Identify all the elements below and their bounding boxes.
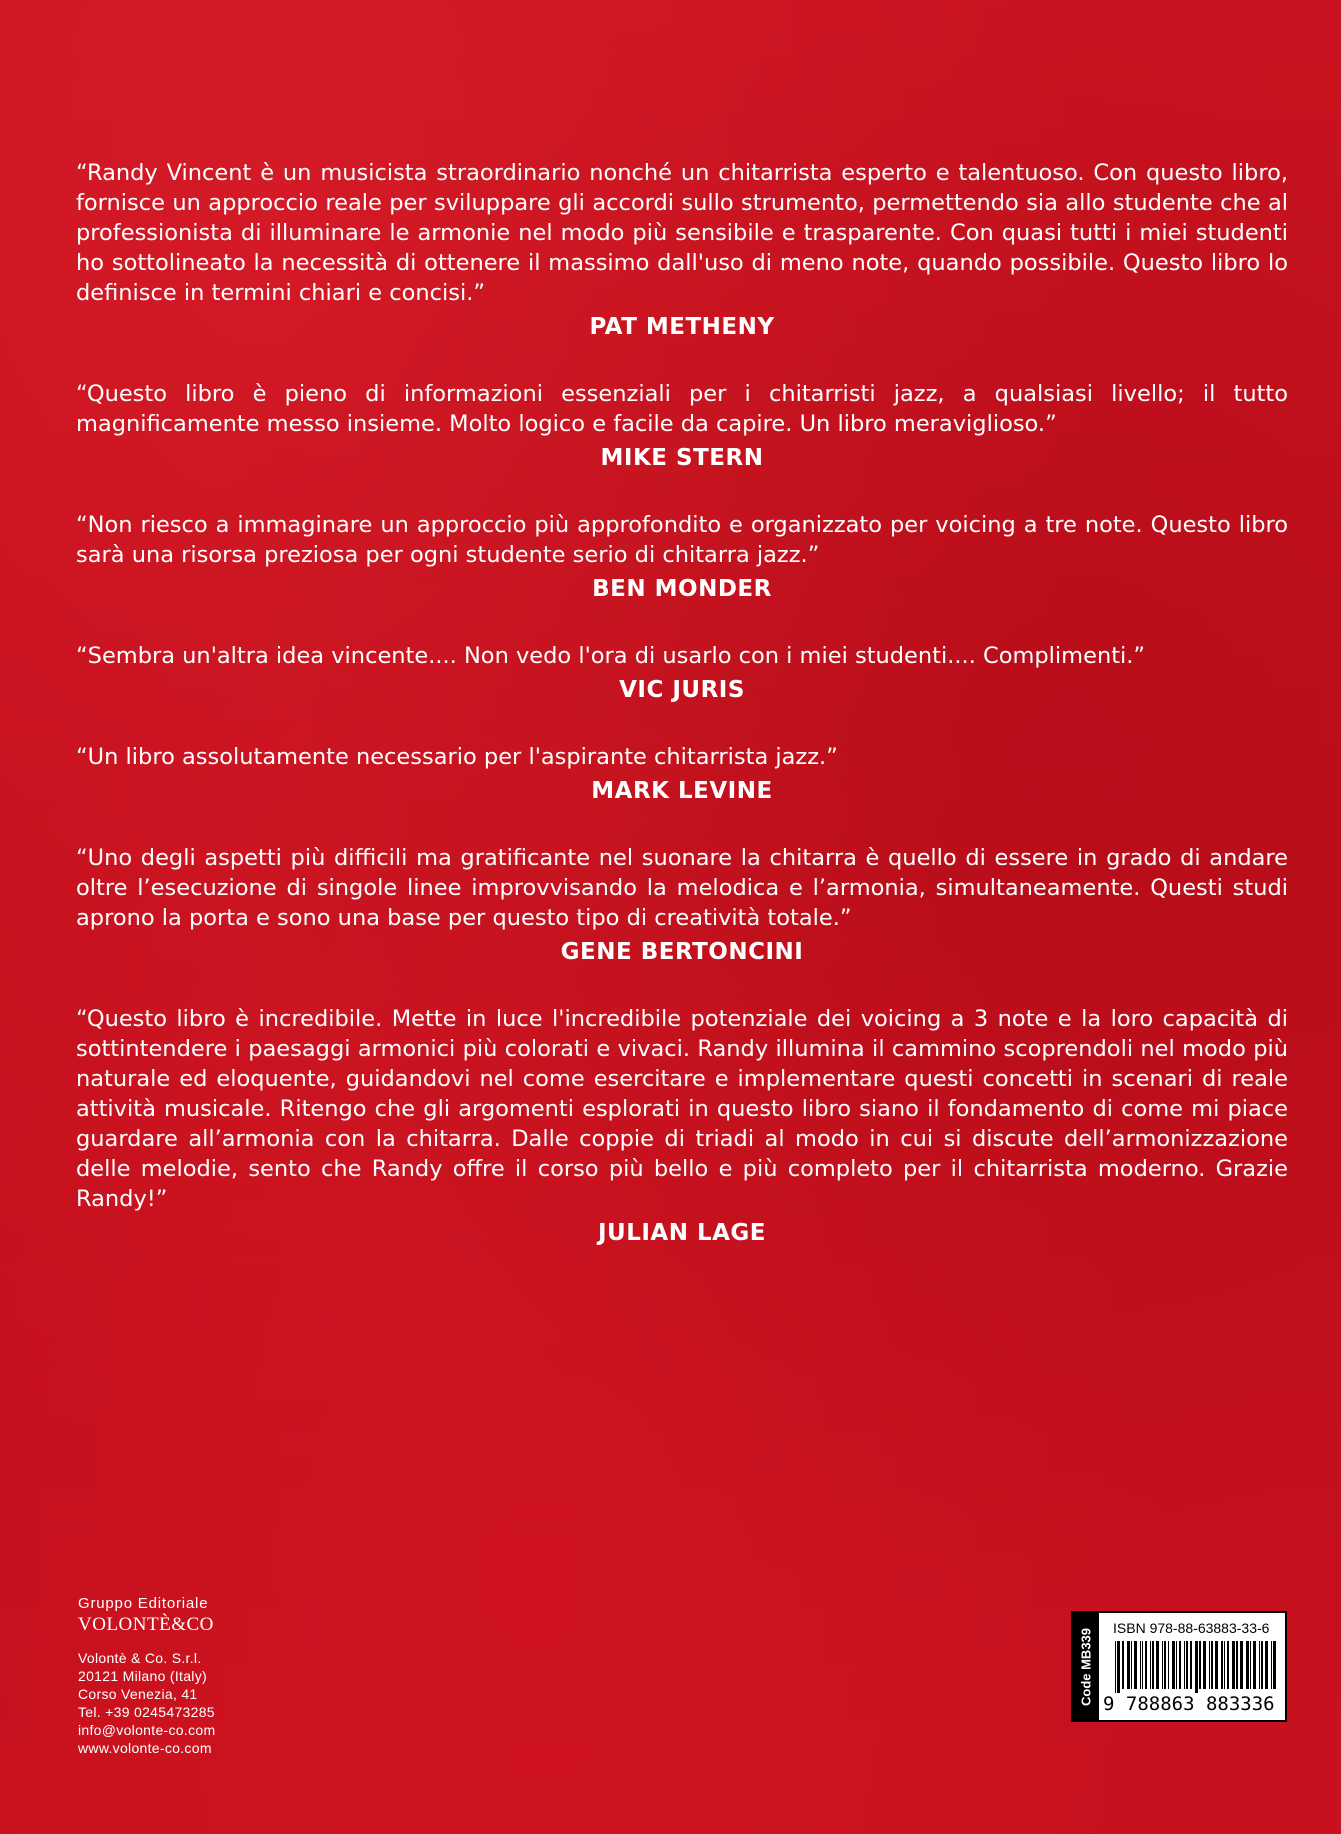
quote-author: JULIAN LAGE: [597, 1220, 767, 1246]
quote-author: BEN MONDER: [592, 576, 772, 602]
quote-block: [76, 510, 1288, 604]
publisher-company: Volontè & Co. S.r.l.: [78, 1650, 202, 1666]
publisher-phone: Tel. +39 0245473285: [78, 1704, 215, 1720]
quote-text: “Questo libro è pieno di informazioni essenziali per i chitarristi jazz, a qualsiasi livello; il tutto magnificamente messo insieme. Molto logico e facile da capire. Un libro meraviglioso.”: [76, 381, 1288, 437]
quote-text: “Un libro assolutamente necessario per l'aspirante chitarrista jazz.”: [76, 744, 838, 770]
quote-block: [76, 742, 1288, 806]
publisher-logo: VOLONTÈ&CO: [78, 1614, 214, 1635]
quote-text: “Questo libro è incredibile. Mette in luce l'incredibile potenziale dei voicing a 3 note e la loro capacità di sottintendere i paesaggi armonici più colorati e vivaci. Randy illumina il cammino scoprendoli nel modo più naturale ed eloquente, guidandovi nel come esercitare e implementare questi concetti in scenari di reale attività musicale. Ritengo che gli argomenti esplorati in questo libro siano il fondamento di come mi piace guardare all’armonia con la chitarra. Dalle coppie di triadi al modo in cui si discute dell’armonizzazione delle melodie, sento che Randy offre il corso più bello e più completo per il chitarrista moderno. Grazie Randy!”: [76, 1006, 1288, 1212]
quote-block: [76, 379, 1288, 473]
publisher-address-city: 20121 Milano (Italy): [78, 1668, 207, 1684]
quote-text: “Non riesco a immaginare un approccio più approfondito e organizzato per voicing a tre note. Questo libro sarà una risorsa preziosa per ogni studente serio di chitarra jazz.”: [76, 512, 1288, 568]
barcode-bars: [1115, 1641, 1279, 1693]
product-code-strip: [1073, 1613, 1099, 1720]
publisher-email: info@volonte-co.com: [78, 1722, 216, 1738]
quote-author: GENE BERTONCINI: [560, 939, 804, 965]
publisher-website: www.volonte-co.com: [78, 1740, 212, 1756]
publisher-info: [78, 1594, 338, 1757]
isbn-number: ISBN 978-88-63883-33-6: [1113, 1620, 1270, 1636]
quote-author: MARK LEVINE: [591, 778, 773, 804]
quote-block: [76, 158, 1288, 342]
isbn-barcode: [1071, 1611, 1287, 1722]
publisher-address-street: Corso Venezia, 41: [78, 1686, 198, 1702]
product-code: Code MB339: [1078, 1627, 1094, 1707]
quote-block: [76, 1004, 1288, 1248]
quote-author: PAT METHENY: [589, 314, 775, 340]
quote-author: MIKE STERN: [600, 445, 764, 471]
quote-text: “Sembra un'altra idea vincente.... Non vedo l'ora di usarlo con i miei studenti.... Complimenti.”: [76, 643, 1146, 669]
quote-block: [76, 843, 1288, 967]
publisher-group: Gruppo Editoriale: [78, 1595, 209, 1612]
endorsements: [76, 158, 1288, 1248]
quote-author: VIC JURIS: [619, 677, 745, 703]
ean-digits: 9 788863 883336: [1103, 1693, 1275, 1715]
quote-text: “Uno degli aspetti più difficili ma gratificante nel suonare la chitarra è quello di essere in grado di andare oltre l’esecuzione di singole linee improvvisando la melodica e l’armonia, simultaneamente. Questi studi aprono la porta e sono una base per questo tipo di creatività totale.”: [76, 845, 1288, 931]
quote-block: [76, 641, 1288, 705]
quote-text: “Randy Vincent è un musicista straordinario nonché un chitarrista esperto e talentuoso. Con questo libro, fornisce un approccio reale per sviluppare gli accordi sullo strumento, permettendo sia allo studente che al professionista di illuminare le armonie nel modo più sensibile e trasparente. Con quasi tutti i miei studenti ho sottolineato la necessità di ottenere il massimo dall'uso di meno note, quando possibile. Questo libro lo definisce in termini chiari e concisi.”: [76, 160, 1288, 306]
